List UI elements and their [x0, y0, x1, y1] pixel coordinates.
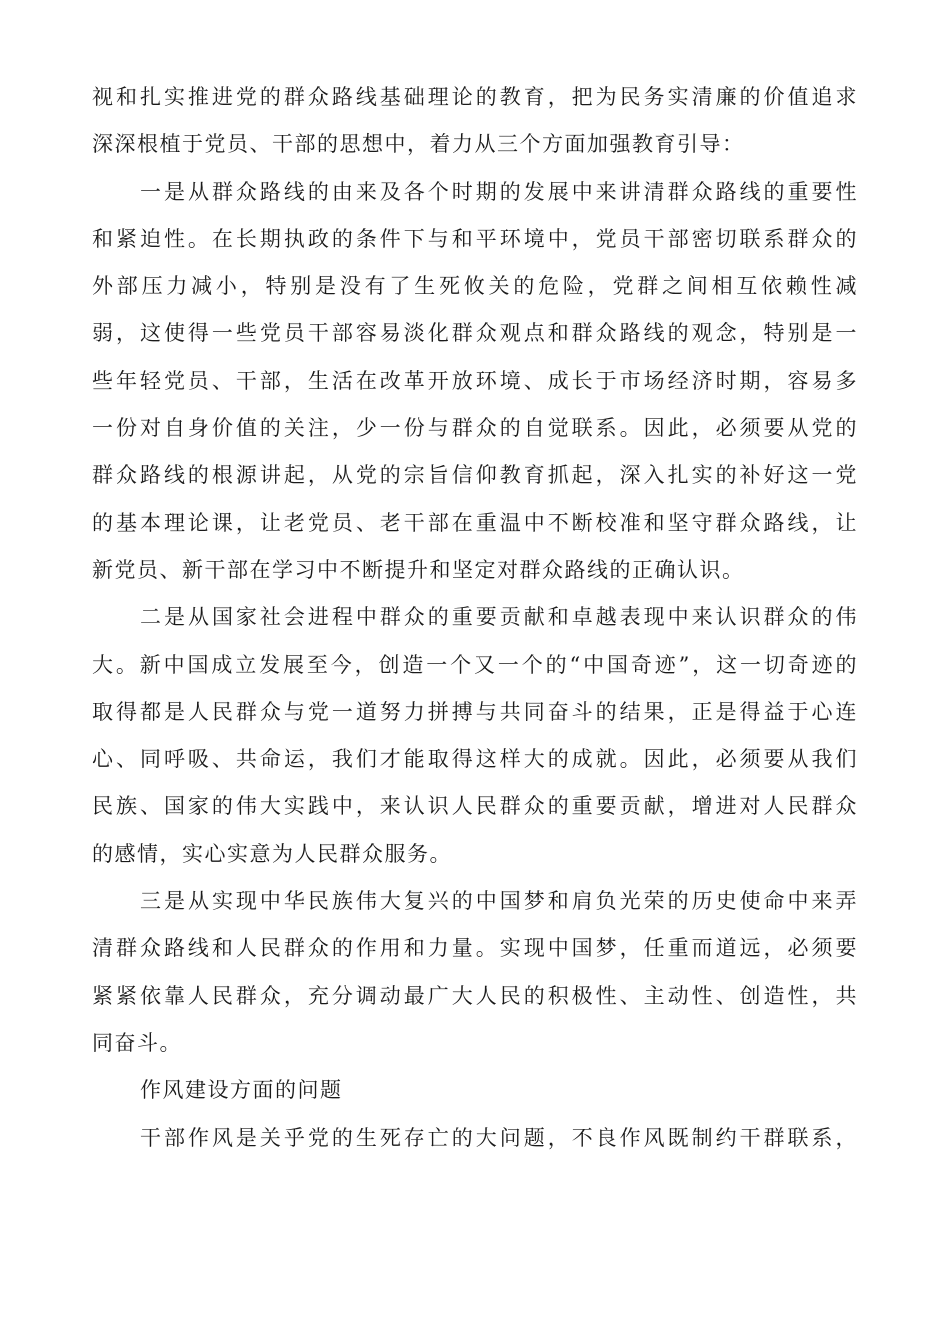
text-line: 心、同呼吸、共命运，我们才能取得这样大的成就。因此，必须要从我们: [92, 747, 858, 772]
document-page: [92, 74, 858, 1162]
text-line: 和紧迫性。在长期执政的条件下与和平环境中，党员干部密切联系群众的: [92, 226, 858, 251]
text-line: 些年轻党员、干部，生活在改革开放环境、成长于市场经济时期，容易多: [92, 368, 858, 393]
paragraph-start-line: 干部作风是关乎党的生死存亡的大问题，不良作风既制约干群联系，: [140, 1125, 858, 1150]
paragraph-start-line: 二是从国家社会进程中群众的重要贡献和卓越表现中来认识群众的伟: [140, 605, 858, 630]
text-line: 群众路线的根源讲起，从党的宗旨信仰教育抓起，深入扎实的补好这一党: [92, 463, 858, 488]
text-line: 取得都是人民群众与党一道努力拼搏与共同奋斗的结果，正是得益于心连: [92, 699, 858, 724]
text-line: 弱，这使得一些党员干部容易淡化群众观点和群众路线的观念，特别是一: [92, 321, 858, 346]
text-line: 民族、国家的伟大实践中，来认识人民群众的重要贡献，增进对人民群众: [92, 794, 858, 819]
text-line: 同奋斗。: [92, 1030, 182, 1055]
text-line: 清群众路线和人民群众的作用和力量。实现中国梦，任重而道远，必须要: [92, 936, 858, 961]
paragraph-start-line: 三是从实现中华民族伟大复兴的中国梦和肩负光荣的历史使命中来弄: [140, 889, 858, 914]
paragraph-start-line: 一是从群众路线的由来及各个时期的发展中来讲清群众路线的重要性: [140, 179, 858, 204]
section-heading: 作风建设方面的问题: [140, 1078, 343, 1103]
text-line: 视和扎实推进党的群众路线基础理论的教育，把为民务实清廉的价值追求: [92, 85, 858, 109]
text-line: 大。新中国成立发展至今，创造一个又一个的“中国奇迹”，这一切奇迹的: [92, 652, 858, 677]
text-line: 一份对自身价值的关注，少一份与群众的自觉联系。因此，必须要从党的: [92, 416, 858, 441]
text-line: 紧紧依靠人民群众，充分调动最广大人民的积极性、主动性、创造性，共: [92, 983, 858, 1008]
text-line: 新党员、新干部在学习中不断提升和坚定对群众路线的正确认识。: [92, 557, 745, 582]
text-line: 外部压力减小，特别是没有了生死攸关的危险，党群之间相互依赖性减: [92, 274, 858, 299]
text-line: 的基本理论课，让老党员、老干部在重温中不断校准和坚守群众路线，让: [92, 510, 858, 535]
text-line: 的感情，实心实意为人民群众服务。: [92, 841, 452, 866]
text-line: 深深根植于党员、干部的思想中，着力从三个方面加强教育引导：: [92, 132, 745, 157]
